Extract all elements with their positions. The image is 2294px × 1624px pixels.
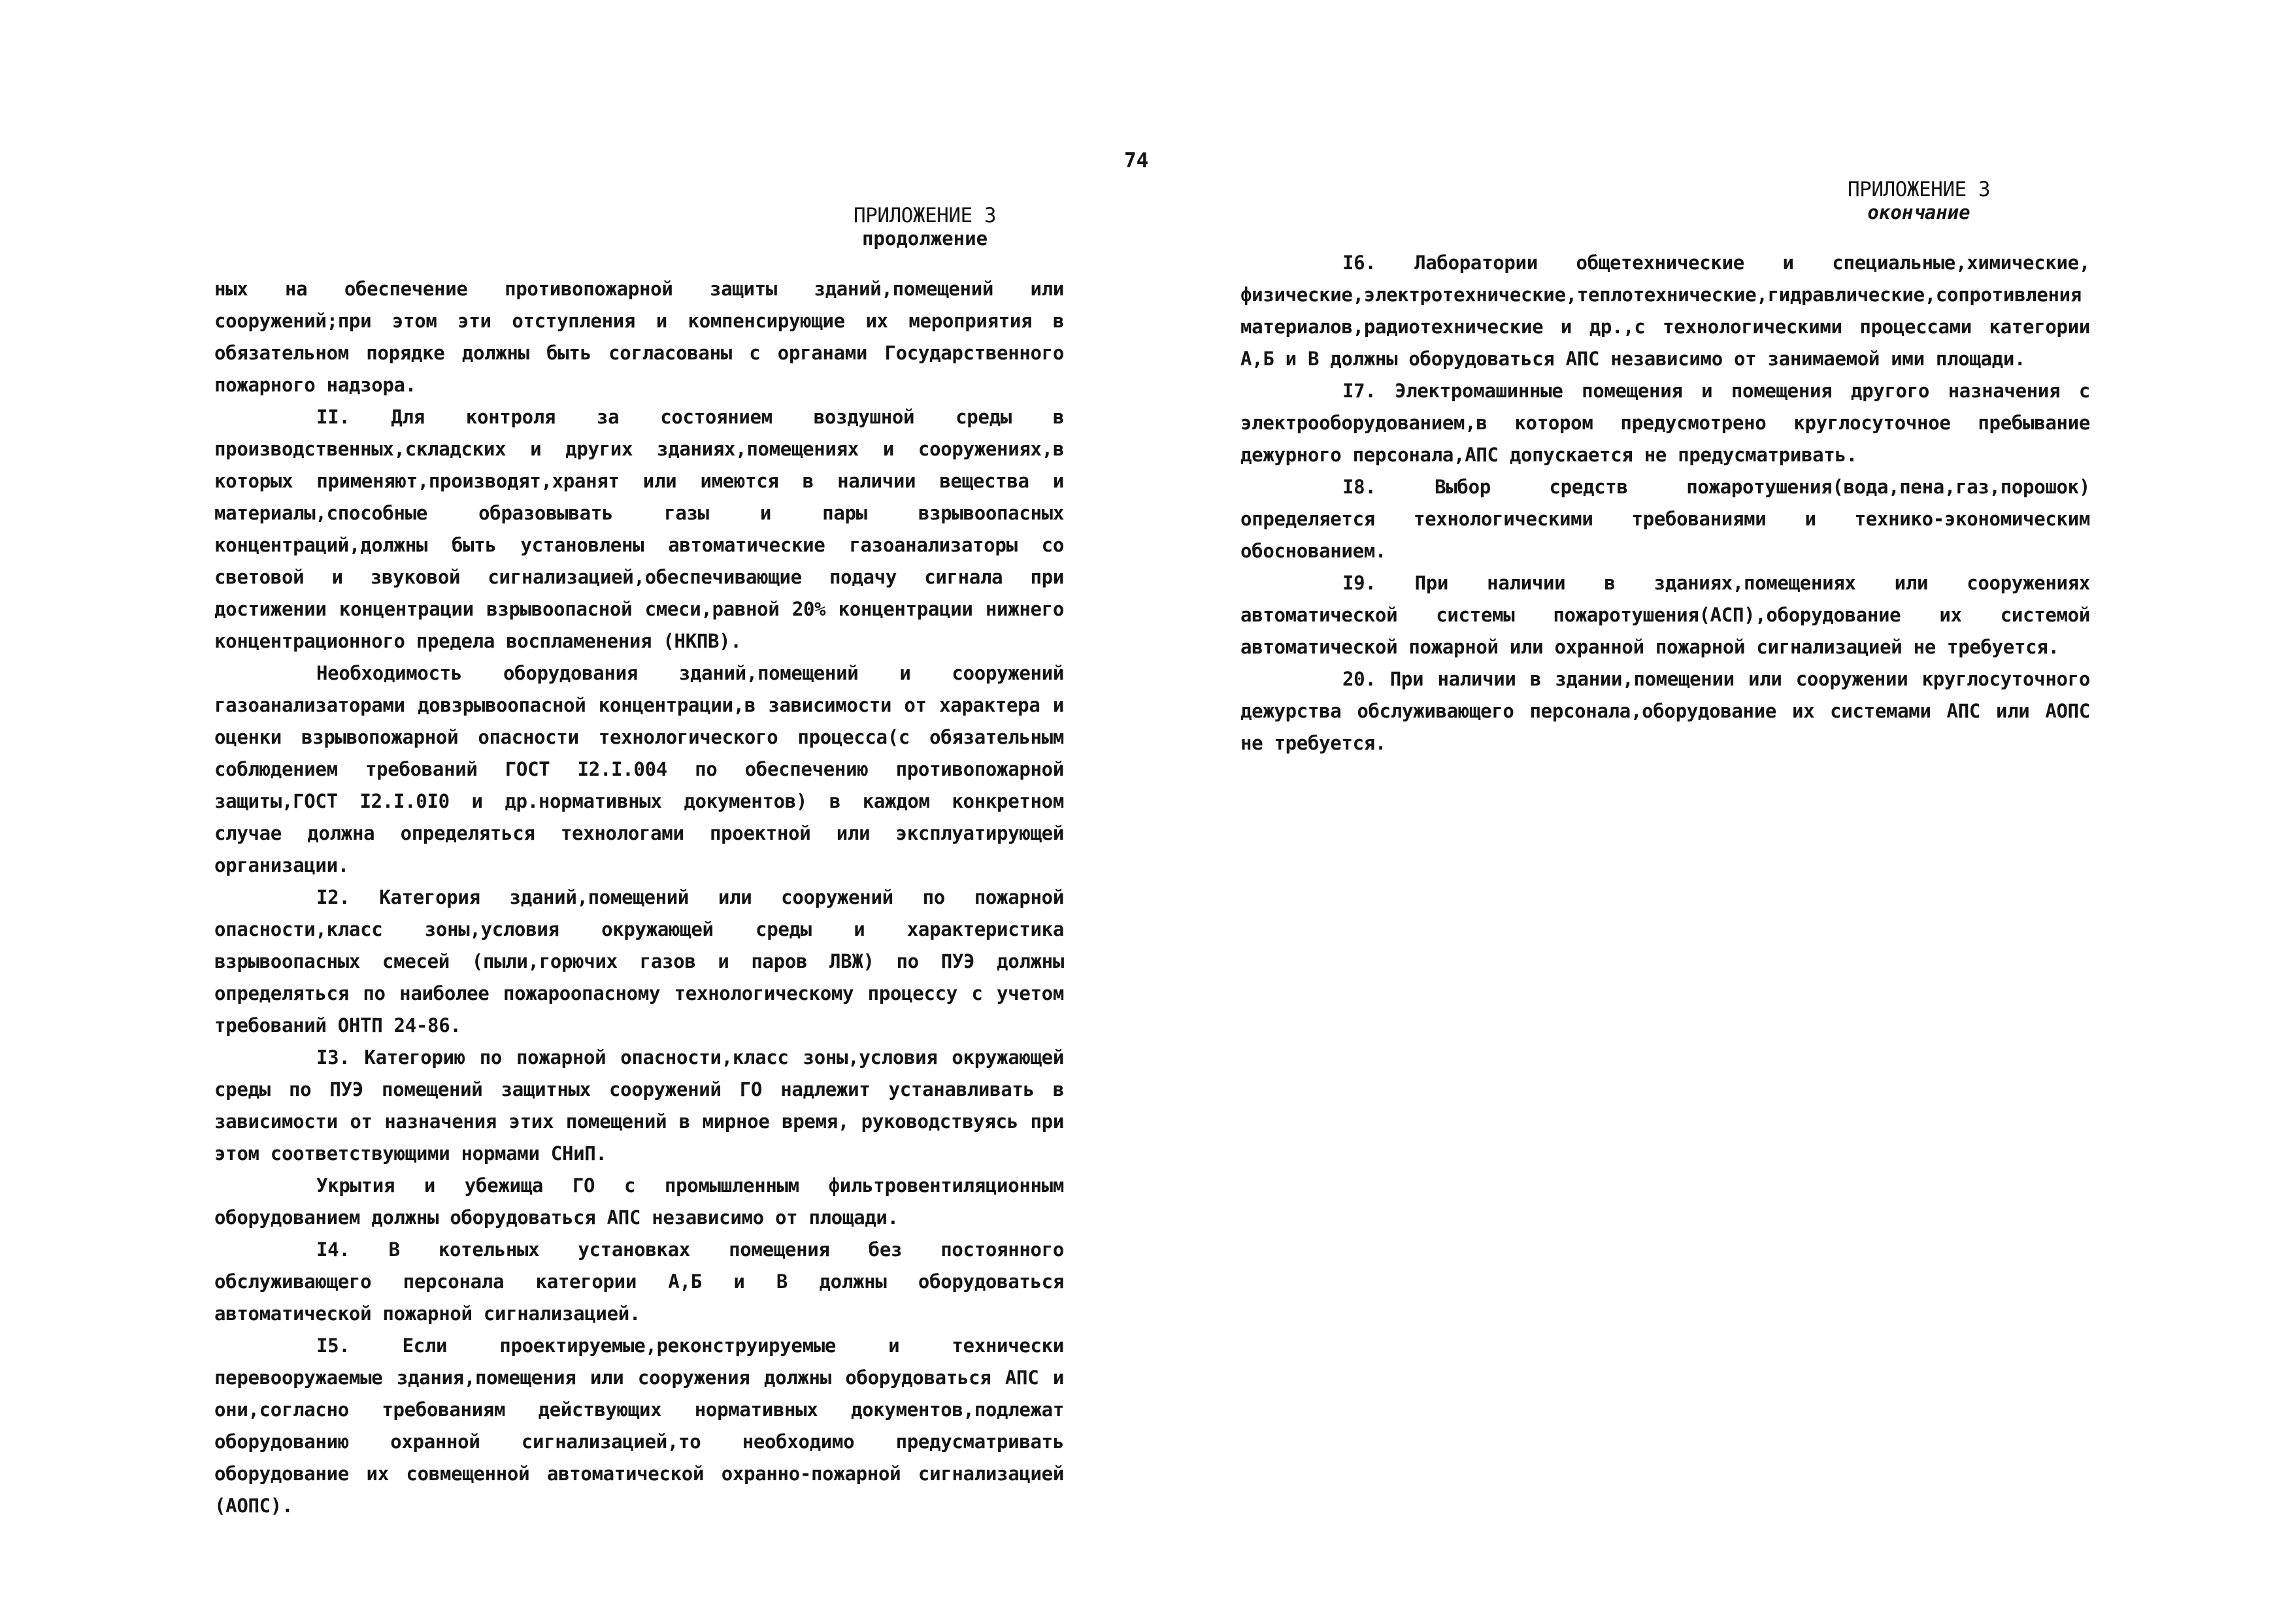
left-appendix-title: ПРИЛОЖЕНИЕ 3: [854, 204, 996, 227]
paragraph-15: I5. Если проектируемые,реконструируемые и технически перевооружаемые здания,помещения или сооружения должны оборудоваться АПС и они,согласно требованиям действующих нормативных документов,подлежат оборудованию охранной сигнализацией,то необходимо предусматривать оборудование их совмещенной автоматической охранно-пожарной сигнализацией (АОПС).: [214, 1334, 1064, 1517]
paragraph-16: I6. Лаборатории общетехнические и специальные,химические, физические,электротехнические,теплотехнические,гидравлические,сопротивления материалов,радиотехнические и др.,с технологическими процессами категории А,Б и В должны оборудоваться АПС независимо от занимаемой ими площади.: [1240, 252, 2090, 370]
paragraph-18: I8. Выбор средств пожаротушения(вода,пена,газ,порошок) определяется технологическими требованиями и технико-экономическим обоснованием.: [1240, 476, 2090, 562]
paragraph-11-note: Необходимость оборудования зданий,помещений и сооружений газоанализаторами довзрывоопасной концентрации,в зависимости от характера и оценки взрывопожарной опасности технологического процесса(с обязательным соблюдением требований ГОСТ I2.I.004 по обеспечению противопожарной защиты,ГОСТ I2.I.0I0 и др.нормативных документов) в каждом конкретном случае должна определяться технологами проектной или эксплуатирующей организации.: [214, 662, 1064, 876]
paragraph-20: 20. При наличии в здании,помещении или сооружении круглосуточного дежурства обслуживающего персонала,оборудование их системами АПС или АОПС не требуется.: [1240, 668, 2090, 754]
paragraph-19: I9. При наличии в зданиях,помещениях или сооружениях автоматической системы пожаротушения(АСП),оборудование их системой автоматической пожарной или охранной пожарной сигнализацией не требуется.: [1240, 572, 2090, 658]
paragraph-14: I4. В котельных установках помещения без постоянного обслуживающего персонала категории А,Б и В должны оборудоваться автоматической пожарной сигнализацией.: [214, 1238, 1064, 1325]
right-appendix-heading: [1749, 178, 2089, 224]
paragraph-12: I2. Категория зданий,помещений или сооружений по пожарной опасности,класс зоны,условия окружающей среды и характеристика взрывоопасных смесей (пыли,горючих газов и паров ЛВЖ) по ПУЭ должны определяться по наиболее пожароопасному технологическому процессу с учетом требований ОНТП 24-86.: [214, 886, 1064, 1036]
paragraph-17: I7. Электромашинные помещения и помещения другого назначения с электрооборудованием,в котором предусмотрено круглосуточное пребывание дежурного персонала,АПС допускается не предусматривать.: [1240, 380, 2090, 466]
left-appendix-heading: [755, 204, 1095, 250]
paragraph-11: II. Для контроля за состоянием воздушной среды в производственных,складских и других зданиях,помещениях и сооружениях,в которых применяют,производят,хранят или имеются в наличии вещества и материалы,способные образовывать газы и пары взрывоопасных концентраций,должны быть установлены автоматические газоанализаторы со световой и звуковой сигнализацией,обеспечивающие подачу сигнала при достижении концентрации взрывоопасной смеси,равной 20% концентрации нижнего концентрационного предела воспламенения (НКПВ).: [214, 406, 1064, 652]
right-text-column: [1240, 247, 2090, 759]
paragraph-13-note: Укрытия и убежища ГО с промышленным фильтровентиляционным оборудованием должны оборудоваться АПС независимо от площади.: [214, 1174, 1064, 1229]
right-appendix-subtitle: окончание: [1867, 201, 1970, 224]
paragraph-continuation: ных на обеспечение противопожарной защиты зданий,помещений или сооружений;при этом эти отступления и компенсирующие их мероприятия в обязательном порядке должны быть согласованы с органами Государственного пожарного надзора.: [214, 278, 1064, 396]
page-number: 74: [1124, 149, 1149, 173]
paragraph-13: I3. Категорию по пожарной опасности,класс зоны,условия окружающей среды по ПУЭ помещений защитных сооружений ГО надлежит устанавливать в зависимости от назначения этих помещений в мирное время, руководствуясь при этом соответствующими нормами СНиП.: [214, 1046, 1064, 1165]
right-appendix-title: ПРИЛОЖЕНИЕ 3: [1848, 178, 1990, 201]
left-text-column: [214, 273, 1064, 1522]
left-appendix-subtitle: продолжение: [861, 227, 988, 250]
